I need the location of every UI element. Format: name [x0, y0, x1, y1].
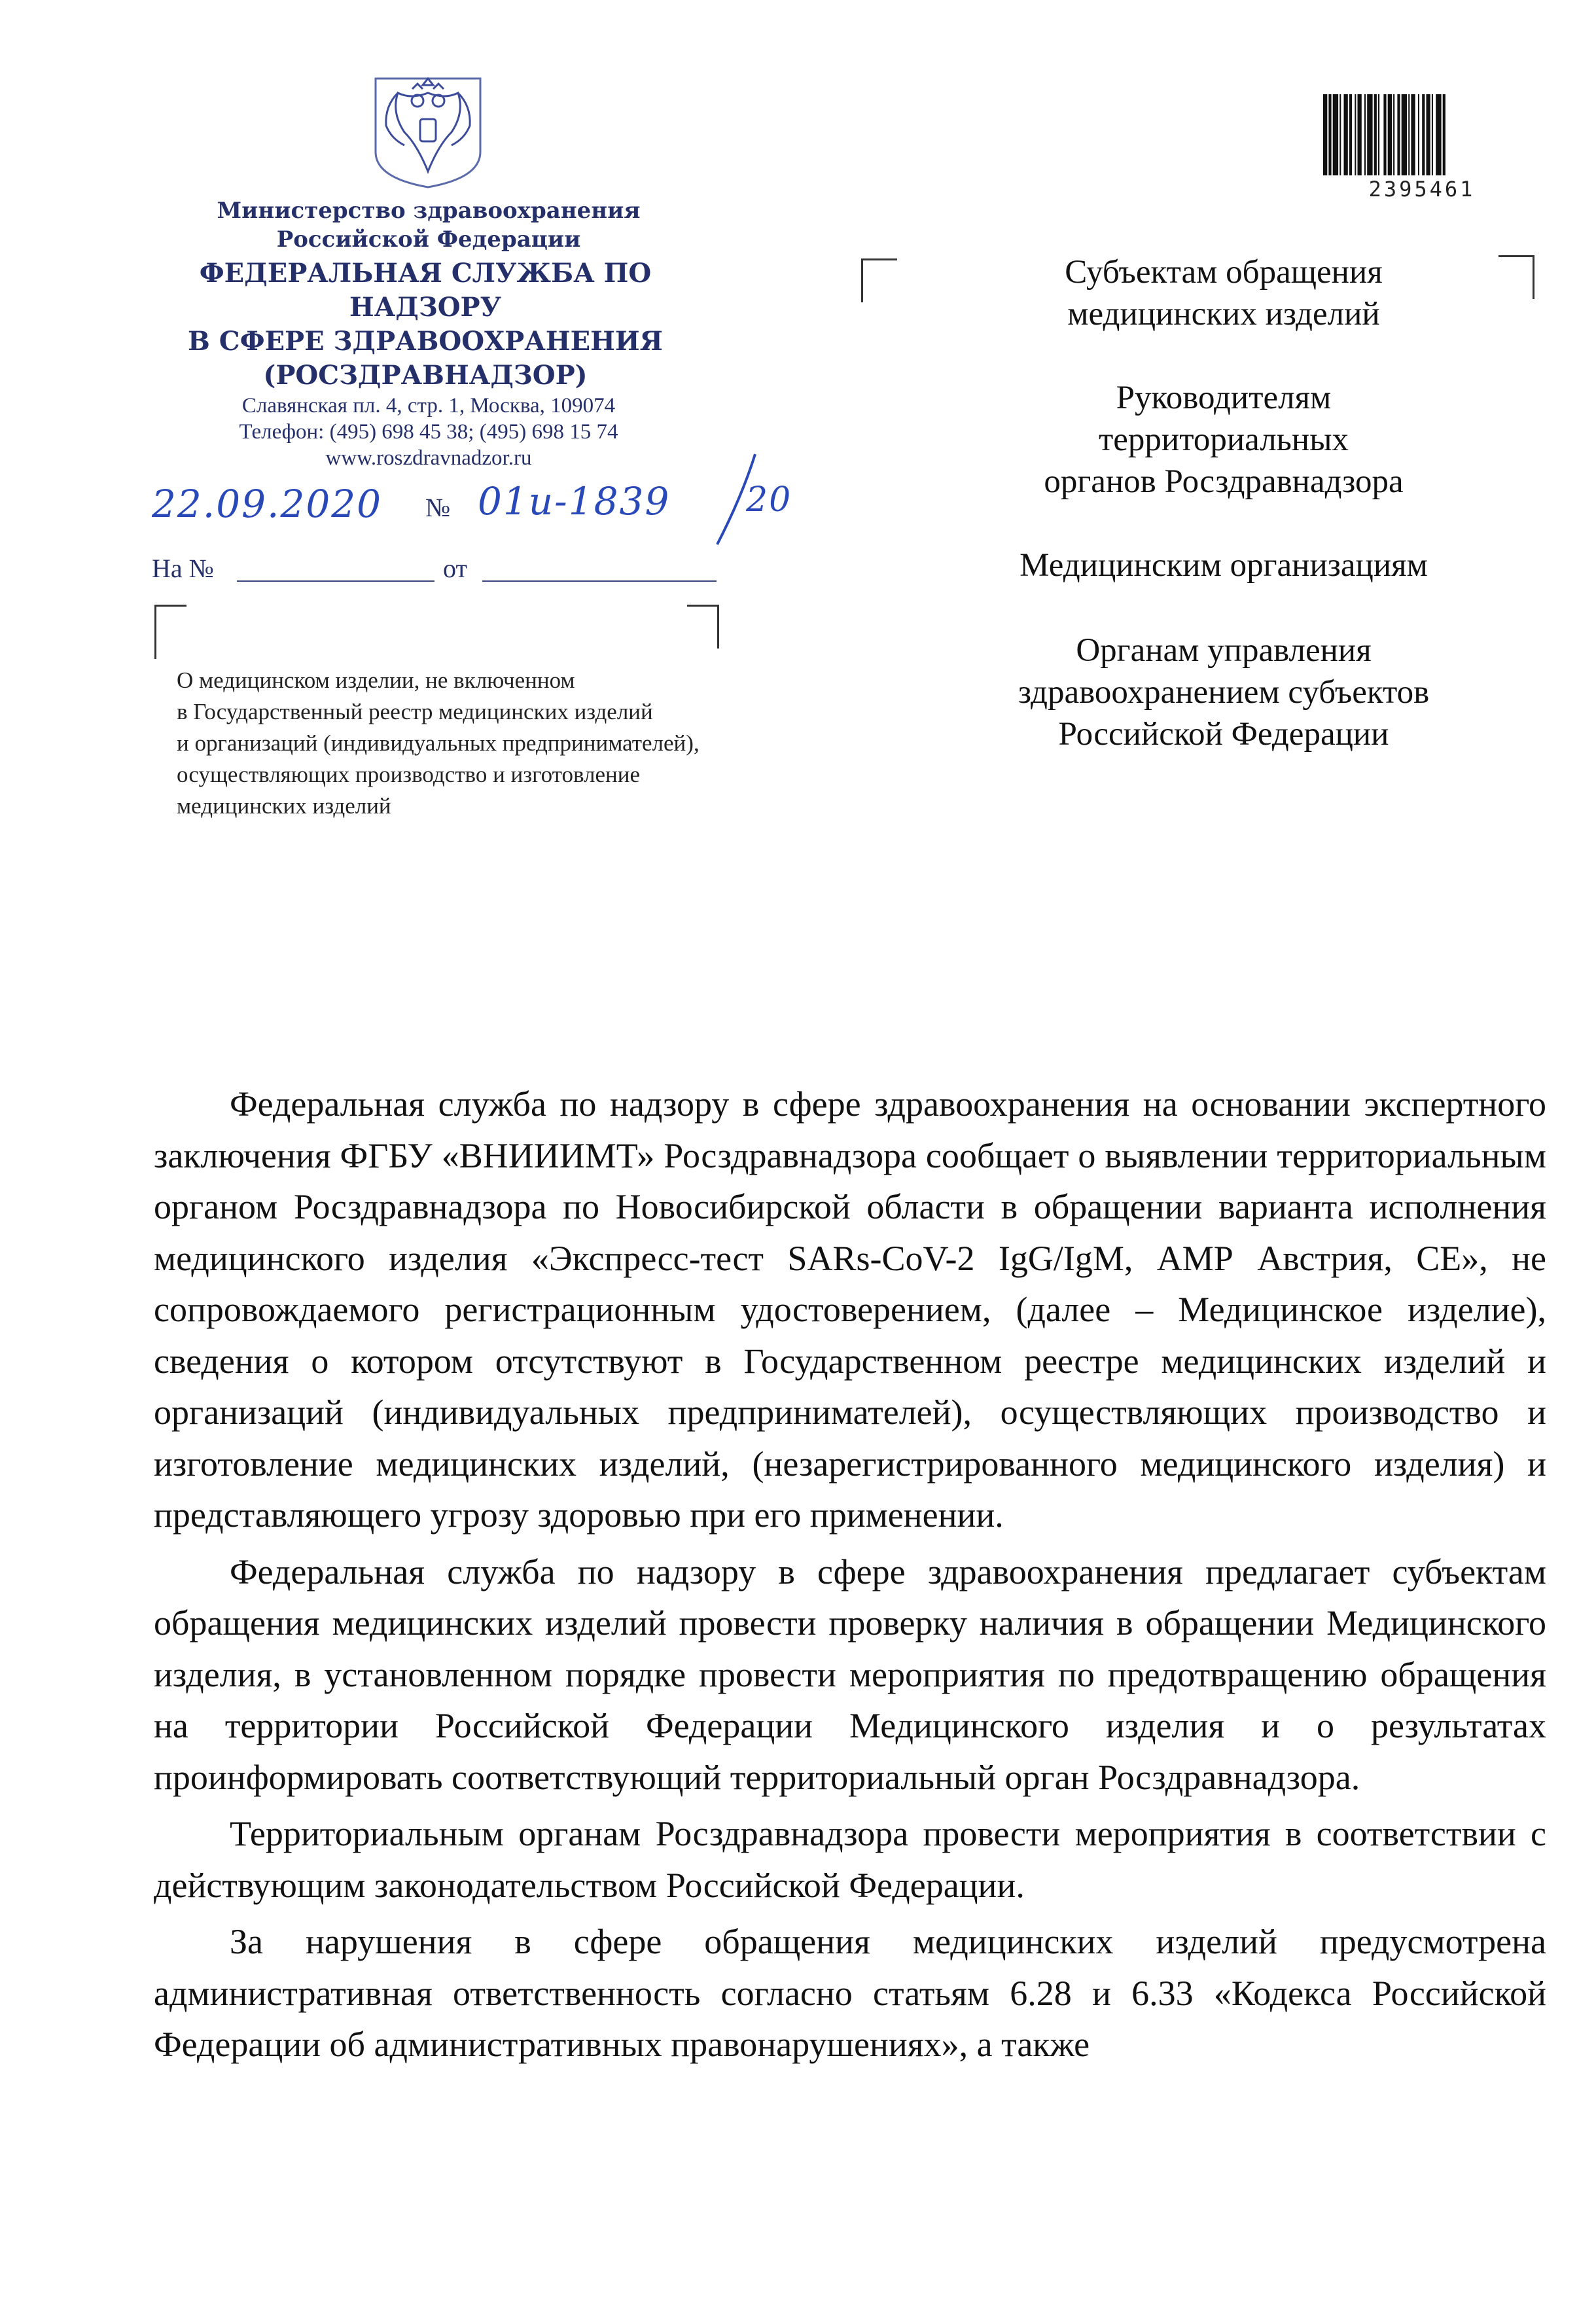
contact-address	[170, 393, 687, 471]
ministry-name	[203, 196, 654, 254]
barcode-bar	[1344, 94, 1348, 175]
barcode-bar	[1323, 94, 1327, 175]
subject-line: и организаций (индивидуальных предпринимателей),	[177, 730, 700, 756]
subject-line: осуществляющих производство и изготовление	[177, 762, 641, 787]
subject-corner-right	[687, 605, 719, 649]
addressee-line: органов Росздравнадзора	[1044, 463, 1404, 500]
ministry-line: Министерство здравоохранения	[217, 198, 641, 224]
body-paragraph: Федеральная служба по надзору в сфере здравоохранения предлагает субъектам обращения медицинских изделий провести проверку наличия в обращении Медицинского изделия, в установленном порядке провести мероприятия по предотвращению обращения на территории Российской Федерации Медицинского изделия и о результатах проинформировать соответствующий территориальный орган Росздравнадзора.	[154, 1552, 1546, 1797]
reference-row	[152, 553, 721, 586]
subject-corner-left	[154, 605, 186, 659]
barcode-bar	[1383, 94, 1386, 175]
addressee-line: территориальных	[1099, 421, 1349, 458]
addressee-line: Медицинским организациям	[1020, 547, 1428, 584]
barcode-bar	[1374, 94, 1377, 175]
addressee-corner-left	[861, 258, 897, 302]
addressee-block	[916, 251, 1531, 335]
address-line: Славянская пл. 4, стр. 1, Москва, 109074	[241, 394, 616, 418]
body-paragraph: Федеральная служба по надзору в сфере здравоохранения на основании экспертного заключения ФГБУ «ВНИИИМТ» Росздравнадзора сообщает о выявлении территориальным органом Росздравнадзора по Новосибирской области в обращении варианта исполнения медицинского изделия «Экспресс-тест SARs-CoV-2 IgG/IgM, АМР Австрия, СЕ», не сопровождаемого регистрационным удостоверением, (далее – Медицинское изделие), сведения о котором отсутствуют в Государственном реестре медицинских изделий и организаций (индивидуальных предпринимателей), осуществляющих производство и изготовление медицинских изделий, (незарегистрированного медицинского изделия) и представляющего угрозу здоровью при его применении.	[154, 1084, 1546, 1535]
service-line: (РОСЗДРАВНАДЗОР)	[263, 360, 588, 391]
barcode-bar	[1443, 94, 1445, 175]
barcode-bar	[1422, 94, 1425, 175]
barcode-bar	[1436, 94, 1441, 175]
barcode-bar	[1432, 94, 1433, 175]
coat-of-arms-icon	[372, 73, 484, 190]
body-paragraph: За нарушения в сфере обращения медицинских изделий предусмотрена административная ответственность согласно статьям 6.28 и 6.33 «Кодекса Российской Федерации об административных правонарушениях», а также	[154, 1922, 1546, 2064]
addressee-line: Руководителям	[1116, 380, 1332, 416]
barcode-bar	[1328, 94, 1331, 175]
addressee-block	[916, 377, 1531, 503]
phone-line: Телефон: (495) 698 45 38; (495) 698 15 74	[239, 420, 618, 444]
barcode-bar	[1402, 94, 1407, 175]
barcode-bar	[1364, 94, 1366, 175]
barcode-bar	[1378, 94, 1379, 175]
letter-date: 22.09.2020	[152, 482, 383, 526]
service-name	[131, 257, 720, 393]
number-sign: №	[425, 493, 451, 522]
reference-number-label: На №	[152, 554, 214, 583]
subject-line: О медицинском изделии, не включенном	[177, 667, 575, 693]
barcode	[1321, 94, 1514, 175]
barcode-bar	[1393, 94, 1394, 175]
barcode-number: 2395461	[1368, 177, 1476, 202]
addressee-line: здравоохранением субъектов	[1018, 674, 1430, 711]
barcode-bar	[1333, 94, 1338, 175]
reference-number-line	[237, 580, 434, 582]
addressee-block	[916, 630, 1531, 755]
barcode-bar	[1418, 94, 1419, 175]
barcode-bar	[1397, 94, 1400, 175]
barcode-bar	[1358, 94, 1362, 175]
barcode-bar	[1367, 94, 1372, 175]
subject-line: в Государственный реестр медицинских изделий	[177, 699, 653, 724]
barcode-bar	[1349, 94, 1352, 175]
barcode-bar	[1388, 94, 1392, 175]
addressee-line: Органам управления	[1076, 632, 1372, 669]
ministry-line: Российской Федерации	[276, 226, 581, 253]
barcode-bar	[1411, 94, 1415, 175]
letter-subject	[177, 665, 805, 822]
addressee-line: Субъектам обращения	[1065, 254, 1383, 291]
service-line: В СФЕРЕ ЗДРАВООХРАНЕНИЯ	[188, 326, 663, 357]
body-paragraph: Территориальным органам Росздравнадзора провести мероприятия в соответствии с действующим законодательством Российской Федерации.	[154, 1814, 1546, 1905]
subject-line: медицинских изделий	[177, 793, 391, 819]
reference-date-line	[482, 580, 717, 582]
barcode-bar	[1427, 94, 1430, 175]
reference-date-label: от	[443, 554, 467, 583]
barcode-bar	[1408, 94, 1410, 175]
registration-suffix: 20	[746, 480, 792, 520]
letter-body	[154, 1078, 1546, 2076]
barcode-bar	[1339, 94, 1341, 175]
website-line: www.roszdravnadzor.ru	[325, 446, 532, 470]
addressee-block	[916, 544, 1531, 586]
registration-number: 01и-1839	[478, 479, 671, 524]
barcode-bar	[1355, 94, 1356, 175]
addressee-line: медицинских изделий	[1067, 296, 1380, 332]
addressee-line: Российской Федерации	[1058, 716, 1389, 753]
service-line: ФЕДЕРАЛЬНАЯ СЛУЖБА ПО НАДЗОРУ	[199, 258, 652, 323]
